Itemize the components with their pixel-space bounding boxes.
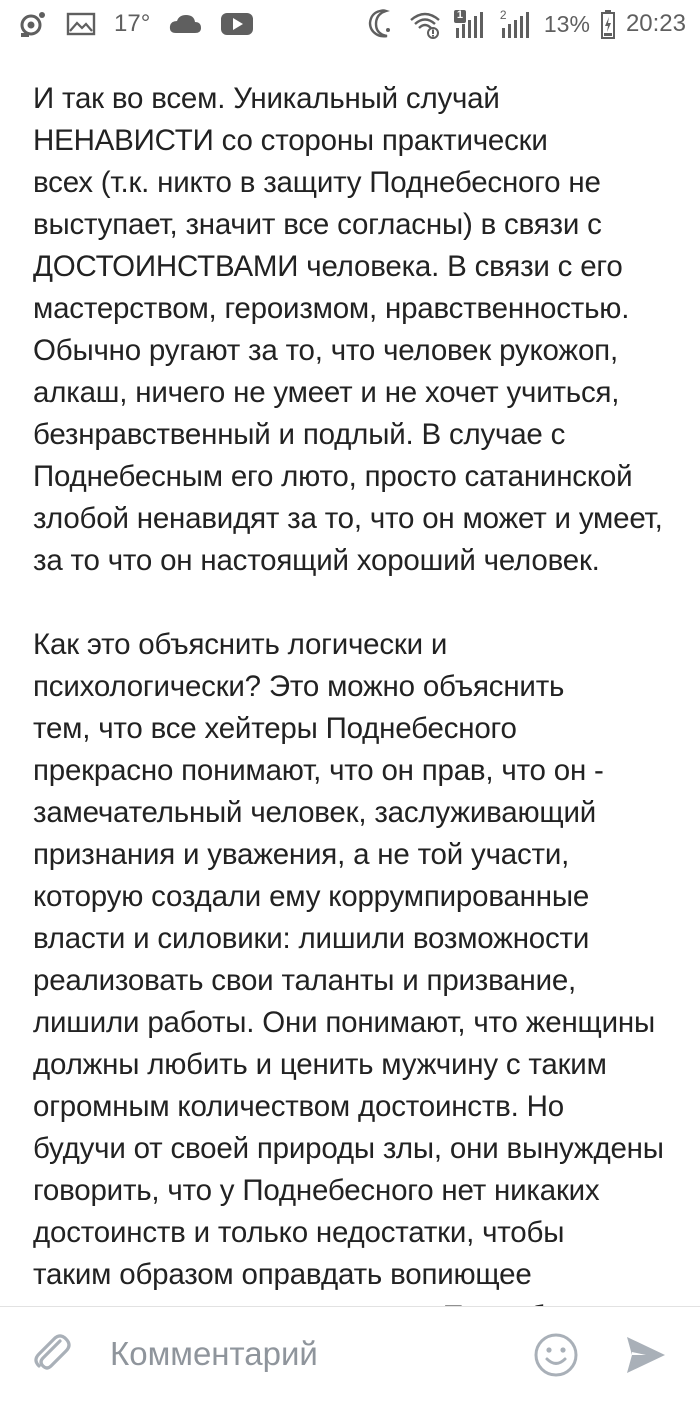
text-line: будучи от своей природы злы, они вынуждены: [33, 1132, 664, 1165]
notification-icon: [18, 9, 48, 39]
send-button[interactable]: [618, 1329, 674, 1381]
attach-icon: [30, 1331, 76, 1377]
text-line: алкаш, ничего не умеет и не хочет учиться,: [33, 376, 620, 409]
text-line: Как это объяснить логически и: [33, 628, 448, 661]
text-line: лишили работы. Они понимают, что женщины: [33, 1006, 655, 1039]
text-line: признания и уважения, а не той участи,: [33, 838, 570, 871]
image-icon: [66, 11, 96, 37]
post-body: [33, 78, 683, 1302]
text-line: реализовать свои таланты и призвание,: [33, 964, 577, 997]
text-line: Поднебесным его люто, просто сатанинской: [33, 460, 633, 493]
clock: 20:23: [625, 10, 686, 37]
battery-percent: 13%: [543, 10, 590, 37]
text-line: за то что он настоящий хороший человек.: [33, 544, 600, 577]
text-line: которую создали ему коррумпированные: [33, 880, 590, 913]
text-line: огромным количеством достоинств. Но: [33, 1090, 564, 1123]
text-line: мастерством, героизмом, нравственностью.: [33, 292, 630, 325]
text-line: всех (т.к. никто в защиту Поднебесного не: [33, 166, 601, 199]
signal-icon: [452, 8, 488, 40]
wifi-icon: [408, 9, 442, 39]
send-icon: [624, 1334, 668, 1376]
text-line: таким образом оправдать вопиющее: [33, 1258, 532, 1291]
temperature-text: 17°: [114, 10, 151, 37]
status-bar: [0, 0, 700, 48]
text-line: достоинств и только недостатки, чтобы: [33, 1216, 565, 1249]
emoji-button[interactable]: [530, 1329, 582, 1381]
text-line: ДОСТОИНСТВАМИ человека. В связи с его: [33, 250, 623, 283]
text-line: безнравственный и подлый. В случае с: [33, 418, 566, 451]
status-bar-left: [18, 6, 254, 42]
text-line: должны любить и ценить мужчину с таким: [33, 1048, 607, 1081]
text-line: тем, что все хейтеры Поднебесного: [33, 712, 517, 745]
text-line: Обычно ругают за то, что человек рукожоп,: [33, 334, 618, 367]
moon-icon: [368, 8, 398, 40]
comment-bar: [0, 1306, 700, 1401]
text-line: власти и силовики: лишили возможности: [33, 922, 590, 955]
sim1-label: 1: [456, 9, 463, 21]
text-line: прекрасно понимают, что он прав, что он -: [33, 754, 604, 787]
status-bar-right: [368, 6, 686, 42]
text-line: выступает, значит все согласны) в связи с: [33, 208, 602, 241]
youtube-icon: [220, 11, 254, 37]
text-line: злобой ненавидят за то, что он может и умеет,: [33, 502, 663, 535]
cloud-icon: [168, 13, 202, 35]
text-line: говорить, что у Поднебесного нет никаких: [33, 1174, 600, 1207]
sim2-label: 2: [499, 8, 507, 22]
signal-2-icon: [498, 8, 534, 40]
paragraph-2: [33, 624, 683, 1338]
text-line: НЕНАВИСТИ со стороны практически: [33, 124, 548, 157]
attach-button[interactable]: [28, 1329, 78, 1379]
text-line: психологически? Это можно объяснить: [33, 670, 565, 703]
battery-icon: [600, 9, 616, 39]
paragraph-spacer: [33, 582, 683, 624]
paragraph-1: [33, 78, 683, 582]
text-line: замечательный человек, заслуживающий: [33, 796, 597, 829]
text-line: И так во всем. Уникальный случай: [33, 82, 500, 115]
comment-input[interactable]: [110, 1327, 510, 1381]
emoji-icon: [532, 1331, 580, 1379]
